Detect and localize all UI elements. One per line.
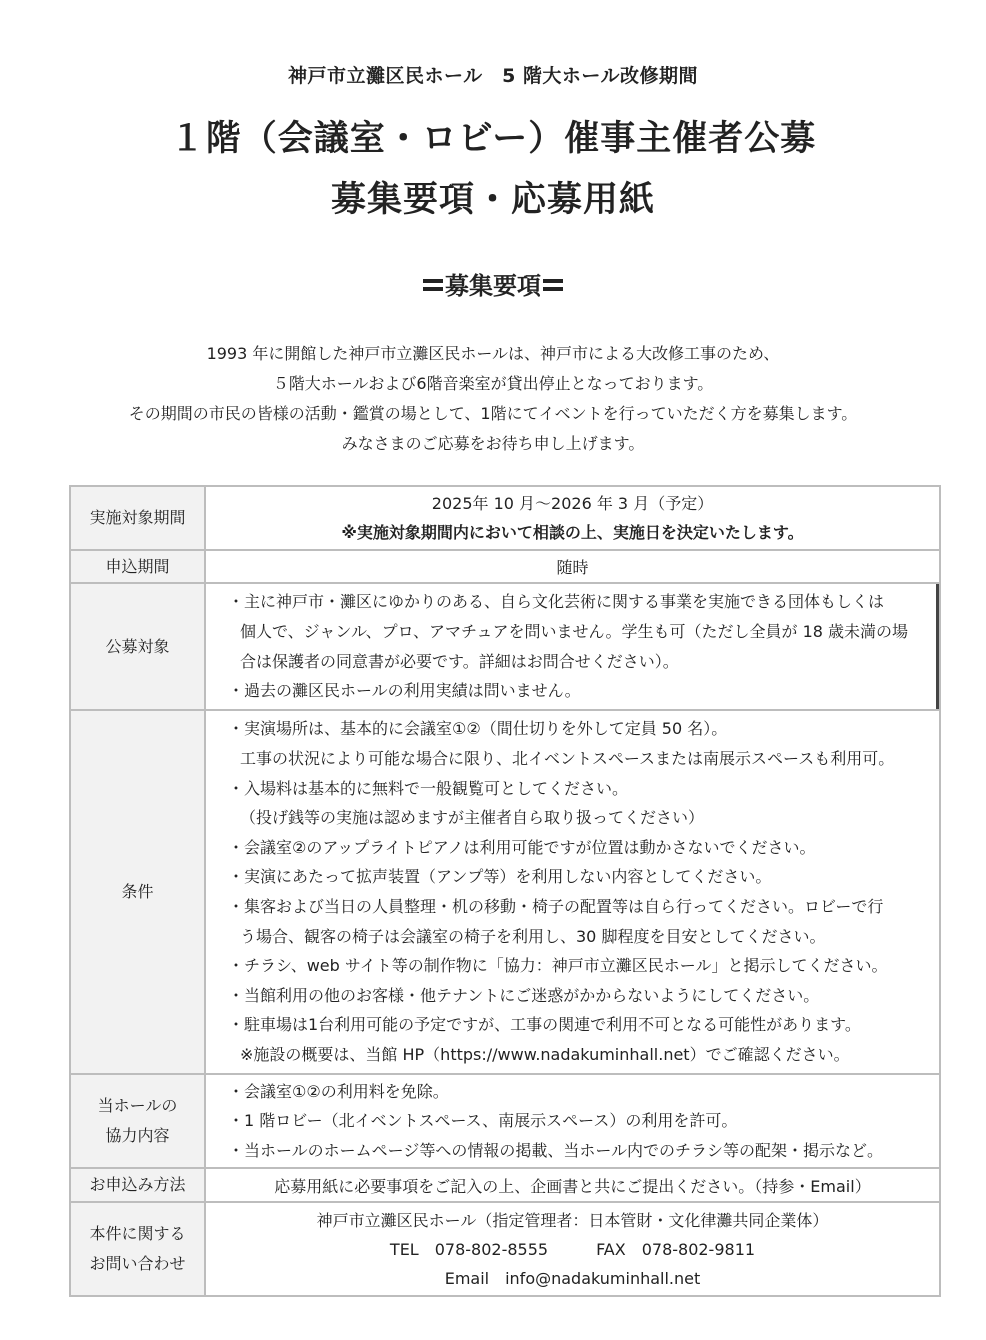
label-contact bbox=[70, 1202, 205, 1296]
cooperation-line: ・会議室①②の利用料を免除。 bbox=[228, 1081, 449, 1101]
intro-line: 1993 年に開館した神戸市立灘区民ホールは、神戸市による大改修工事のため、 bbox=[206, 344, 780, 363]
condition-line: ・チラシ、web サイト等の制作物に「協力：神戸市立灘区民ホール」と掲示してください。 bbox=[228, 956, 888, 976]
section-heading-text: 募集要項 bbox=[445, 272, 541, 300]
row-target bbox=[70, 583, 940, 710]
header-subtitle: 神戸市立灘区民ホール 5 階大ホール改修期間 bbox=[287, 65, 699, 87]
value-conditions bbox=[205, 710, 940, 1074]
label-cooperation-line2: 協力内容 bbox=[105, 1126, 170, 1145]
cooperation-line: ・当ホールのホームページ等への情報の掲載、当ホール内でのチラシ等の配架・掲示など。 bbox=[228, 1140, 884, 1160]
label-contact-line1: 本件に関する bbox=[89, 1224, 186, 1243]
row-cooperation bbox=[70, 1074, 940, 1168]
value-application-period: 随時 bbox=[205, 550, 940, 583]
cooperation-line: ・1 階ロビー（北イベントスペース、南展示スペース）の利用を許可。 bbox=[228, 1111, 738, 1131]
row-method bbox=[70, 1168, 940, 1202]
target-line: ・主に神戸市・灘区にゆかりのある、自ら文化芸術に関する事業を実施できる団体もしくは bbox=[228, 592, 885, 612]
contact-email: Email info@nadakuminhall.net bbox=[444, 1268, 701, 1288]
row-application-period bbox=[70, 550, 940, 583]
condition-line: ・入場料は基本的に無料で一般観覧可としてください。 bbox=[228, 778, 629, 798]
intro-line: みなさまのご応募をお待ち申し上げます。 bbox=[341, 434, 645, 453]
contact-org: 神戸市立灘区民ホール（指定管理者：日本管財・文化律灘共同企業体） bbox=[316, 1210, 829, 1230]
period-note: ※実施対象期間内において相談の上、実施日を決定いたします。 bbox=[341, 523, 804, 542]
label-application-period: 申込期間 bbox=[70, 550, 205, 583]
label-cooperation bbox=[70, 1074, 205, 1168]
value-period bbox=[205, 486, 940, 550]
target-line: 合は保護者の同意書が必要です。詳細はお問合せください）。 bbox=[240, 651, 679, 671]
label-cooperation-line1: 当ホールの bbox=[97, 1096, 178, 1115]
condition-line: ・会議室②のアップライトピアノは利用可能ですが位置は動かさないでください。 bbox=[228, 837, 816, 857]
value-contact bbox=[205, 1202, 940, 1296]
condition-line: ・実演場所は、基本的に会議室①②（間仕切りを外して定員 50 名）。 bbox=[228, 719, 728, 739]
condition-line: ・実演にあたって拡声装置（アンプ等）を利用しない内容としてください。 bbox=[228, 867, 772, 887]
target-line: 個人で、ジャンル、プロ、アマチュアを問いません。学生も可（ただし全員が 18 歳未満の場 bbox=[240, 621, 909, 641]
page-title-line2: 募集要項・応募用紙 bbox=[330, 180, 655, 220]
condition-line: ・当館利用の他のお客様・他テナントにご迷惑がかからないようにしてください。 bbox=[228, 985, 820, 1005]
condition-line: う場合、観客の椅子は会議室の椅子を利用し、30 脚程度を目安としてください。 bbox=[240, 926, 826, 946]
condition-line: ※施設の概要は、当館 HP（https://www.nadakuminhall.net）でご確認ください。 bbox=[240, 1044, 850, 1064]
condition-line: ・集客および当日の人員整理・机の移動・椅子の配置等は自ら行ってください。ロビーで行 bbox=[228, 897, 884, 916]
double-bar-icon-left bbox=[423, 279, 443, 291]
condition-line: 工事の状況により可能な場合に限り、北イベントスペースまたは南展示スペースも利用可。 bbox=[240, 749, 895, 769]
intro-text bbox=[0, 339, 986, 459]
row-period bbox=[70, 486, 940, 550]
page-title-line1: １階（会議室・ロビー）催事主催者公募 bbox=[169, 119, 817, 159]
condition-line: ・駐車場は1台利用可能の予定ですが、工事の関連で利用不可となる可能性があります。 bbox=[228, 1015, 861, 1035]
double-bar-icon-right bbox=[543, 279, 563, 291]
period-dates: 2025年 10 月～2026 年 3 月（予定） bbox=[431, 494, 714, 513]
contact-tel-fax: TEL 078-802-8555 FAX 078-802-9811 bbox=[389, 1239, 756, 1259]
intro-line: ５階大ホールおよび6階音楽室が貸出停止となっております。 bbox=[272, 374, 714, 393]
recruitment-table bbox=[69, 485, 941, 1297]
label-method: お申込み方法 bbox=[70, 1168, 205, 1202]
row-conditions bbox=[70, 710, 940, 1074]
section-heading bbox=[0, 266, 986, 301]
value-method: 応募用紙に必要事項をご記入の上、企画書と共にご提出ください。（持参・Email） bbox=[205, 1168, 940, 1202]
value-cooperation bbox=[205, 1074, 940, 1168]
condition-line: （投げ銭等の実施は認めますが主催者自ら取り扱ってください） bbox=[240, 808, 705, 828]
value-target bbox=[205, 583, 940, 710]
target-line: ・過去の灘区民ホールの利用実績は問いません。 bbox=[228, 681, 581, 701]
label-conditions: 条件 bbox=[70, 710, 205, 1074]
label-target: 公募対象 bbox=[70, 583, 205, 710]
row-contact bbox=[70, 1202, 940, 1296]
label-period: 実施対象期間 bbox=[70, 486, 205, 550]
intro-line: その期間の市民の皆様の活動・鑑賞の場として、1階にてイベントを行っていただく方を募集します。 bbox=[128, 404, 858, 423]
label-contact-line2: お問い合わせ bbox=[89, 1254, 186, 1273]
